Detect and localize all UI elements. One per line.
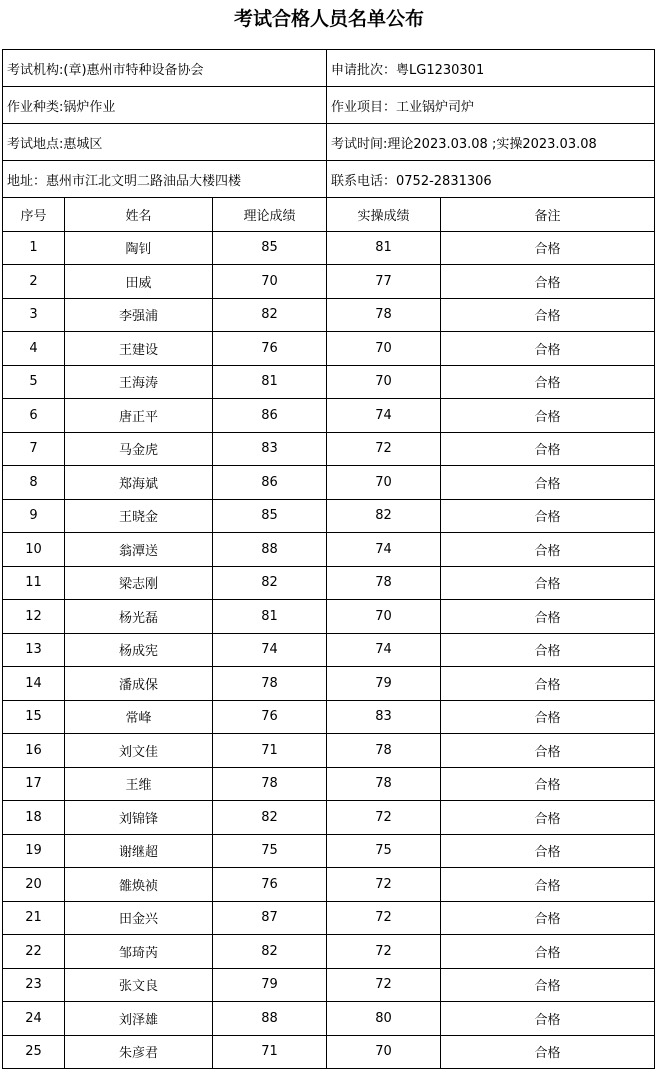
- table-row: [3, 734, 655, 768]
- table-row: [3, 901, 655, 935]
- cell-name: 邹琦芮: [65, 935, 213, 969]
- cell-remark: 合格: [441, 968, 655, 1002]
- cell-practice-score: 78: [327, 298, 441, 332]
- cell-name: 刘泽雄: [65, 1002, 213, 1036]
- cell-theory-score: 78: [213, 667, 327, 701]
- cell-remark: 合格: [441, 365, 655, 399]
- table-row: [3, 466, 655, 500]
- header-practice-score: 实操成绩: [327, 198, 441, 232]
- cell-remark: 合格: [441, 231, 655, 265]
- cell-name: 田金兴: [65, 901, 213, 935]
- cell-practice-score: 82: [327, 499, 441, 533]
- cell-theory-score: 75: [213, 834, 327, 868]
- table-row: [3, 332, 655, 366]
- cell-remark: 合格: [441, 834, 655, 868]
- info-row: [3, 50, 655, 87]
- cell-theory-score: 83: [213, 432, 327, 466]
- cell-practice-score: 81: [327, 231, 441, 265]
- cell-theory-score: 86: [213, 399, 327, 433]
- cell-theory-score: 85: [213, 231, 327, 265]
- cell-remark: 合格: [441, 399, 655, 433]
- cell-remark: 合格: [441, 1035, 655, 1069]
- cell-number: 4: [3, 332, 65, 366]
- cell-theory-score: 85: [213, 499, 327, 533]
- application-batch: 申请批次：粤LG1230301: [327, 50, 655, 87]
- cell-remark: 合格: [441, 265, 655, 299]
- contact-phone: 联系电话：0752-2831306: [327, 161, 655, 198]
- cell-remark: 合格: [441, 734, 655, 768]
- cell-number: 18: [3, 801, 65, 835]
- cell-practice-score: 79: [327, 667, 441, 701]
- cell-theory-score: 82: [213, 935, 327, 969]
- cell-name: 梁志刚: [65, 566, 213, 600]
- cell-theory-score: 71: [213, 1035, 327, 1069]
- cell-name: 刘锦锋: [65, 801, 213, 835]
- cell-theory-score: 76: [213, 868, 327, 902]
- cell-number: 6: [3, 399, 65, 433]
- cell-practice-score: 78: [327, 566, 441, 600]
- cell-name: 王晓金: [65, 499, 213, 533]
- table-row: [3, 868, 655, 902]
- cell-theory-score: 76: [213, 332, 327, 366]
- cell-name: 杨成宪: [65, 633, 213, 667]
- cell-practice-score: 80: [327, 1002, 441, 1036]
- cell-practice-score: 75: [327, 834, 441, 868]
- cell-theory-score: 74: [213, 633, 327, 667]
- cell-remark: 合格: [441, 901, 655, 935]
- cell-remark: 合格: [441, 767, 655, 801]
- cell-name: 田威: [65, 265, 213, 299]
- cell-name: 翁潭送: [65, 533, 213, 567]
- cell-name: 常峰: [65, 700, 213, 734]
- cell-practice-score: 72: [327, 868, 441, 902]
- cell-number: 20: [3, 868, 65, 902]
- cell-name: 唐正平: [65, 399, 213, 433]
- cell-practice-score: 78: [327, 767, 441, 801]
- cell-remark: 合格: [441, 935, 655, 969]
- cell-practice-score: 77: [327, 265, 441, 299]
- cell-name: 王海涛: [65, 365, 213, 399]
- page-title: 考试合格人员名单公布: [233, 8, 424, 30]
- table-row: [3, 935, 655, 969]
- header-name: 姓名: [65, 198, 213, 232]
- cell-remark: 合格: [441, 600, 655, 634]
- cell-number: 21: [3, 901, 65, 935]
- cell-practice-score: 78: [327, 734, 441, 768]
- table-row: [3, 298, 655, 332]
- cell-name: 王建设: [65, 332, 213, 366]
- cell-number: 10: [3, 533, 65, 567]
- cell-practice-score: 70: [327, 466, 441, 500]
- cell-theory-score: 81: [213, 600, 327, 634]
- cell-number: 7: [3, 432, 65, 466]
- cell-number: 23: [3, 968, 65, 1002]
- cell-theory-score: 82: [213, 298, 327, 332]
- table-row: [3, 365, 655, 399]
- table-row: [3, 566, 655, 600]
- cell-practice-score: 70: [327, 332, 441, 366]
- cell-number: 15: [3, 700, 65, 734]
- table-row: [3, 533, 655, 567]
- cell-remark: 合格: [441, 298, 655, 332]
- table-row: [3, 633, 655, 667]
- table-row: [3, 399, 655, 433]
- info-row: [3, 87, 655, 124]
- cell-theory-score: 87: [213, 901, 327, 935]
- cell-practice-score: 72: [327, 432, 441, 466]
- cell-name: 朱彦君: [65, 1035, 213, 1069]
- cell-number: 13: [3, 633, 65, 667]
- cell-practice-score: 72: [327, 901, 441, 935]
- cell-name: 谢继超: [65, 834, 213, 868]
- exam-location: 考试地点:惠城区: [3, 124, 327, 161]
- table-row: [3, 801, 655, 835]
- cell-remark: 合格: [441, 533, 655, 567]
- cell-remark: 合格: [441, 1002, 655, 1036]
- cell-practice-score: 70: [327, 365, 441, 399]
- cell-number: 19: [3, 834, 65, 868]
- cell-number: 24: [3, 1002, 65, 1036]
- table-header-row: [3, 198, 655, 232]
- cell-theory-score: 88: [213, 533, 327, 567]
- table-row: [3, 1035, 655, 1069]
- cell-theory-score: 82: [213, 566, 327, 600]
- header-remark: 备注: [441, 198, 655, 232]
- cell-theory-score: 81: [213, 365, 327, 399]
- cell-remark: 合格: [441, 332, 655, 366]
- cell-theory-score: 70: [213, 265, 327, 299]
- cell-theory-score: 82: [213, 801, 327, 835]
- cell-name: 马金虎: [65, 432, 213, 466]
- cell-number: 25: [3, 1035, 65, 1069]
- cell-name: 雒焕祯: [65, 868, 213, 902]
- exam-institution: 考试机构:(章)惠州市特种设备协会: [3, 50, 327, 87]
- cell-name: 张文良: [65, 968, 213, 1002]
- cell-remark: 合格: [441, 868, 655, 902]
- cell-name: 陶钊: [65, 231, 213, 265]
- cell-remark: 合格: [441, 667, 655, 701]
- cell-practice-score: 74: [327, 533, 441, 567]
- table-row: [3, 767, 655, 801]
- cell-number: 5: [3, 365, 65, 399]
- cell-theory-score: 86: [213, 466, 327, 500]
- cell-theory-score: 71: [213, 734, 327, 768]
- cell-theory-score: 76: [213, 700, 327, 734]
- info-row: [3, 124, 655, 161]
- cell-name: 刘文佳: [65, 734, 213, 768]
- exam-time: 考试时间:理论2023.03.08 ;实操2023.03.08: [327, 124, 655, 161]
- cell-remark: 合格: [441, 432, 655, 466]
- cell-name: 王维: [65, 767, 213, 801]
- cell-number: 17: [3, 767, 65, 801]
- cell-theory-score: 79: [213, 968, 327, 1002]
- cell-remark: 合格: [441, 801, 655, 835]
- cell-number: 9: [3, 499, 65, 533]
- work-category: 作业种类:锅炉作业: [3, 87, 327, 124]
- cell-number: 12: [3, 600, 65, 634]
- cell-number: 8: [3, 466, 65, 500]
- cell-remark: 合格: [441, 566, 655, 600]
- table-row: [3, 231, 655, 265]
- info-row: [3, 161, 655, 198]
- cell-number: 14: [3, 667, 65, 701]
- table-row: [3, 499, 655, 533]
- qualified-personnel-table: [2, 49, 655, 1069]
- header-theory-score: 理论成绩: [213, 198, 327, 232]
- table-row: [3, 834, 655, 868]
- cell-practice-score: 72: [327, 935, 441, 969]
- cell-practice-score: 70: [327, 1035, 441, 1069]
- table-row: [3, 265, 655, 299]
- table-row: [3, 432, 655, 466]
- table-row: [3, 968, 655, 1002]
- cell-theory-score: 88: [213, 1002, 327, 1036]
- work-project: 作业项目：工业锅炉司炉: [327, 87, 655, 124]
- cell-number: 3: [3, 298, 65, 332]
- table-row: [3, 1002, 655, 1036]
- cell-remark: 合格: [441, 466, 655, 500]
- cell-number: 11: [3, 566, 65, 600]
- table-row: [3, 700, 655, 734]
- cell-remark: 合格: [441, 499, 655, 533]
- cell-name: 潘成保: [65, 667, 213, 701]
- cell-number: 16: [3, 734, 65, 768]
- cell-name: 郑海斌: [65, 466, 213, 500]
- cell-theory-score: 78: [213, 767, 327, 801]
- address: 地址：惠州市江北文明二路油品大楼四楼: [3, 161, 327, 198]
- cell-number: 1: [3, 231, 65, 265]
- cell-name: 杨光磊: [65, 600, 213, 634]
- cell-practice-score: 74: [327, 633, 441, 667]
- cell-practice-score: 70: [327, 600, 441, 634]
- cell-practice-score: 72: [327, 801, 441, 835]
- table-row: [3, 600, 655, 634]
- cell-practice-score: 72: [327, 968, 441, 1002]
- table-row: [3, 667, 655, 701]
- header-number: 序号: [3, 198, 65, 232]
- cell-remark: 合格: [441, 633, 655, 667]
- cell-remark: 合格: [441, 700, 655, 734]
- cell-practice-score: 83: [327, 700, 441, 734]
- cell-number: 22: [3, 935, 65, 969]
- cell-number: 2: [3, 265, 65, 299]
- cell-name: 李强浦: [65, 298, 213, 332]
- cell-practice-score: 74: [327, 399, 441, 433]
